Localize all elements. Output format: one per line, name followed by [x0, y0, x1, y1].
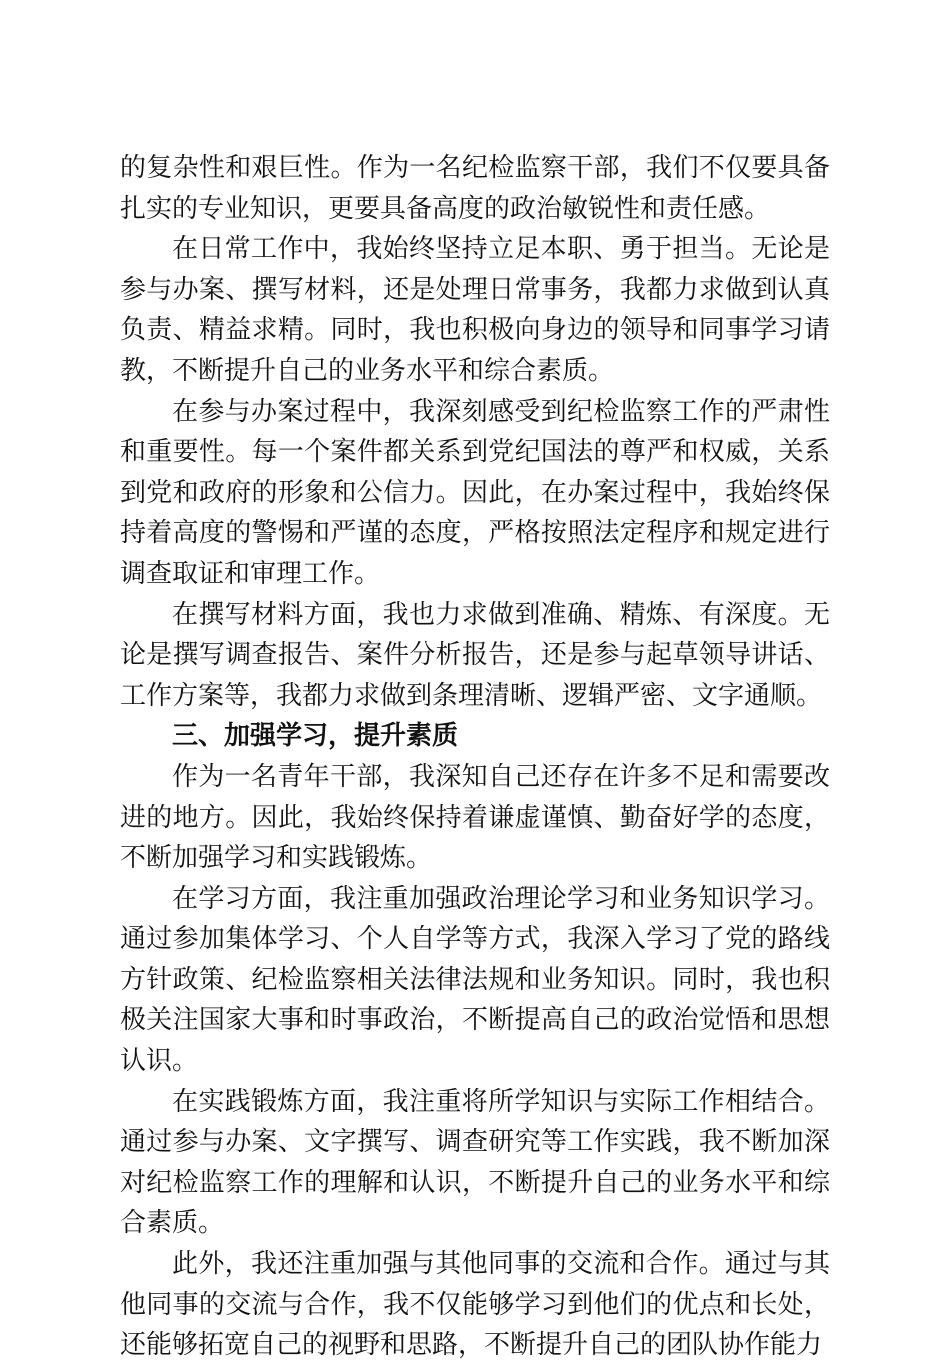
paragraph-daily-work: 在日常工作中，我始终坚持立足本职、勇于担当。无论是参与办案、撰写材料，还是处理日常事务，我都力求做到认真负责、精益求精。同时，我也积极向身边的领导和同事学习请教，不断提升自己的业务水平和综合素质。	[120, 234, 830, 386]
paragraph-cooperation: 此外，我还注重加强与其他同事的交流和合作。通过与其他同事的交流与合作，我不仅能够学习到他们的优点和长处，还能够拓宽自己的视野和思路，不断提升自己的团队协作能力	[120, 1249, 830, 1361]
paragraph-young-cadre: 作为一名青年干部，我深知自己还存在许多不足和需要改进的地方。因此，我始终保持着谦虚谨慎、勤奋好学的态度，不断加强学习和实践锻炼。	[120, 761, 830, 874]
document-body	[120, 148, 830, 1366]
section-heading: 三、加强学习，提升素质	[172, 721, 459, 752]
paragraph-learning: 在学习方面，我注重加强政治理论学习和业务知识学习。通过参加集体学习、个人自学等方式，我深入学习了党的路线方针政策、纪检监察相关法律法规和业务知识。同时，我也积极关注国家大事和时事政治，不断提高自己的政治觉悟和思想认识。	[120, 883, 830, 1077]
paragraph-case-handling: 在参与办案过程中，我深刻感受到纪检监察工作的严肃性和重要性。每一个案件都关系到党纪国法的尊严和权威，关系到党和政府的形象和公信力。因此，在办案过程中，我始终保持着高度的警惕和严谨的态度，严格按照法定程序和规定进行调查取证和审理工作。	[120, 396, 830, 589]
paragraph-practice: 在实践锻炼方面，我注重将所学知识与实际工作相结合。通过参与办案、文字撰写、调查研究等工作实践，我不断加深对纪检监察工作的理解和认识，不断提升自己的业务水平和综合素质。	[120, 1086, 830, 1239]
paragraph-continued: 的复杂性和艰巨性。作为一名纪检监察干部，我们不仅要具备扎实的专业知识，更要具备高度的政治敏锐性和责任感。	[120, 153, 830, 224]
paragraph-writing-materials: 在撰写材料方面，我也力求做到准确、精炼、有深度。无论是撰写调查报告、案件分析报告，还是参与起草领导讲话、工作方案等，我都力求做到条理清晰、逻辑严密、文字通顺。	[120, 599, 830, 711]
